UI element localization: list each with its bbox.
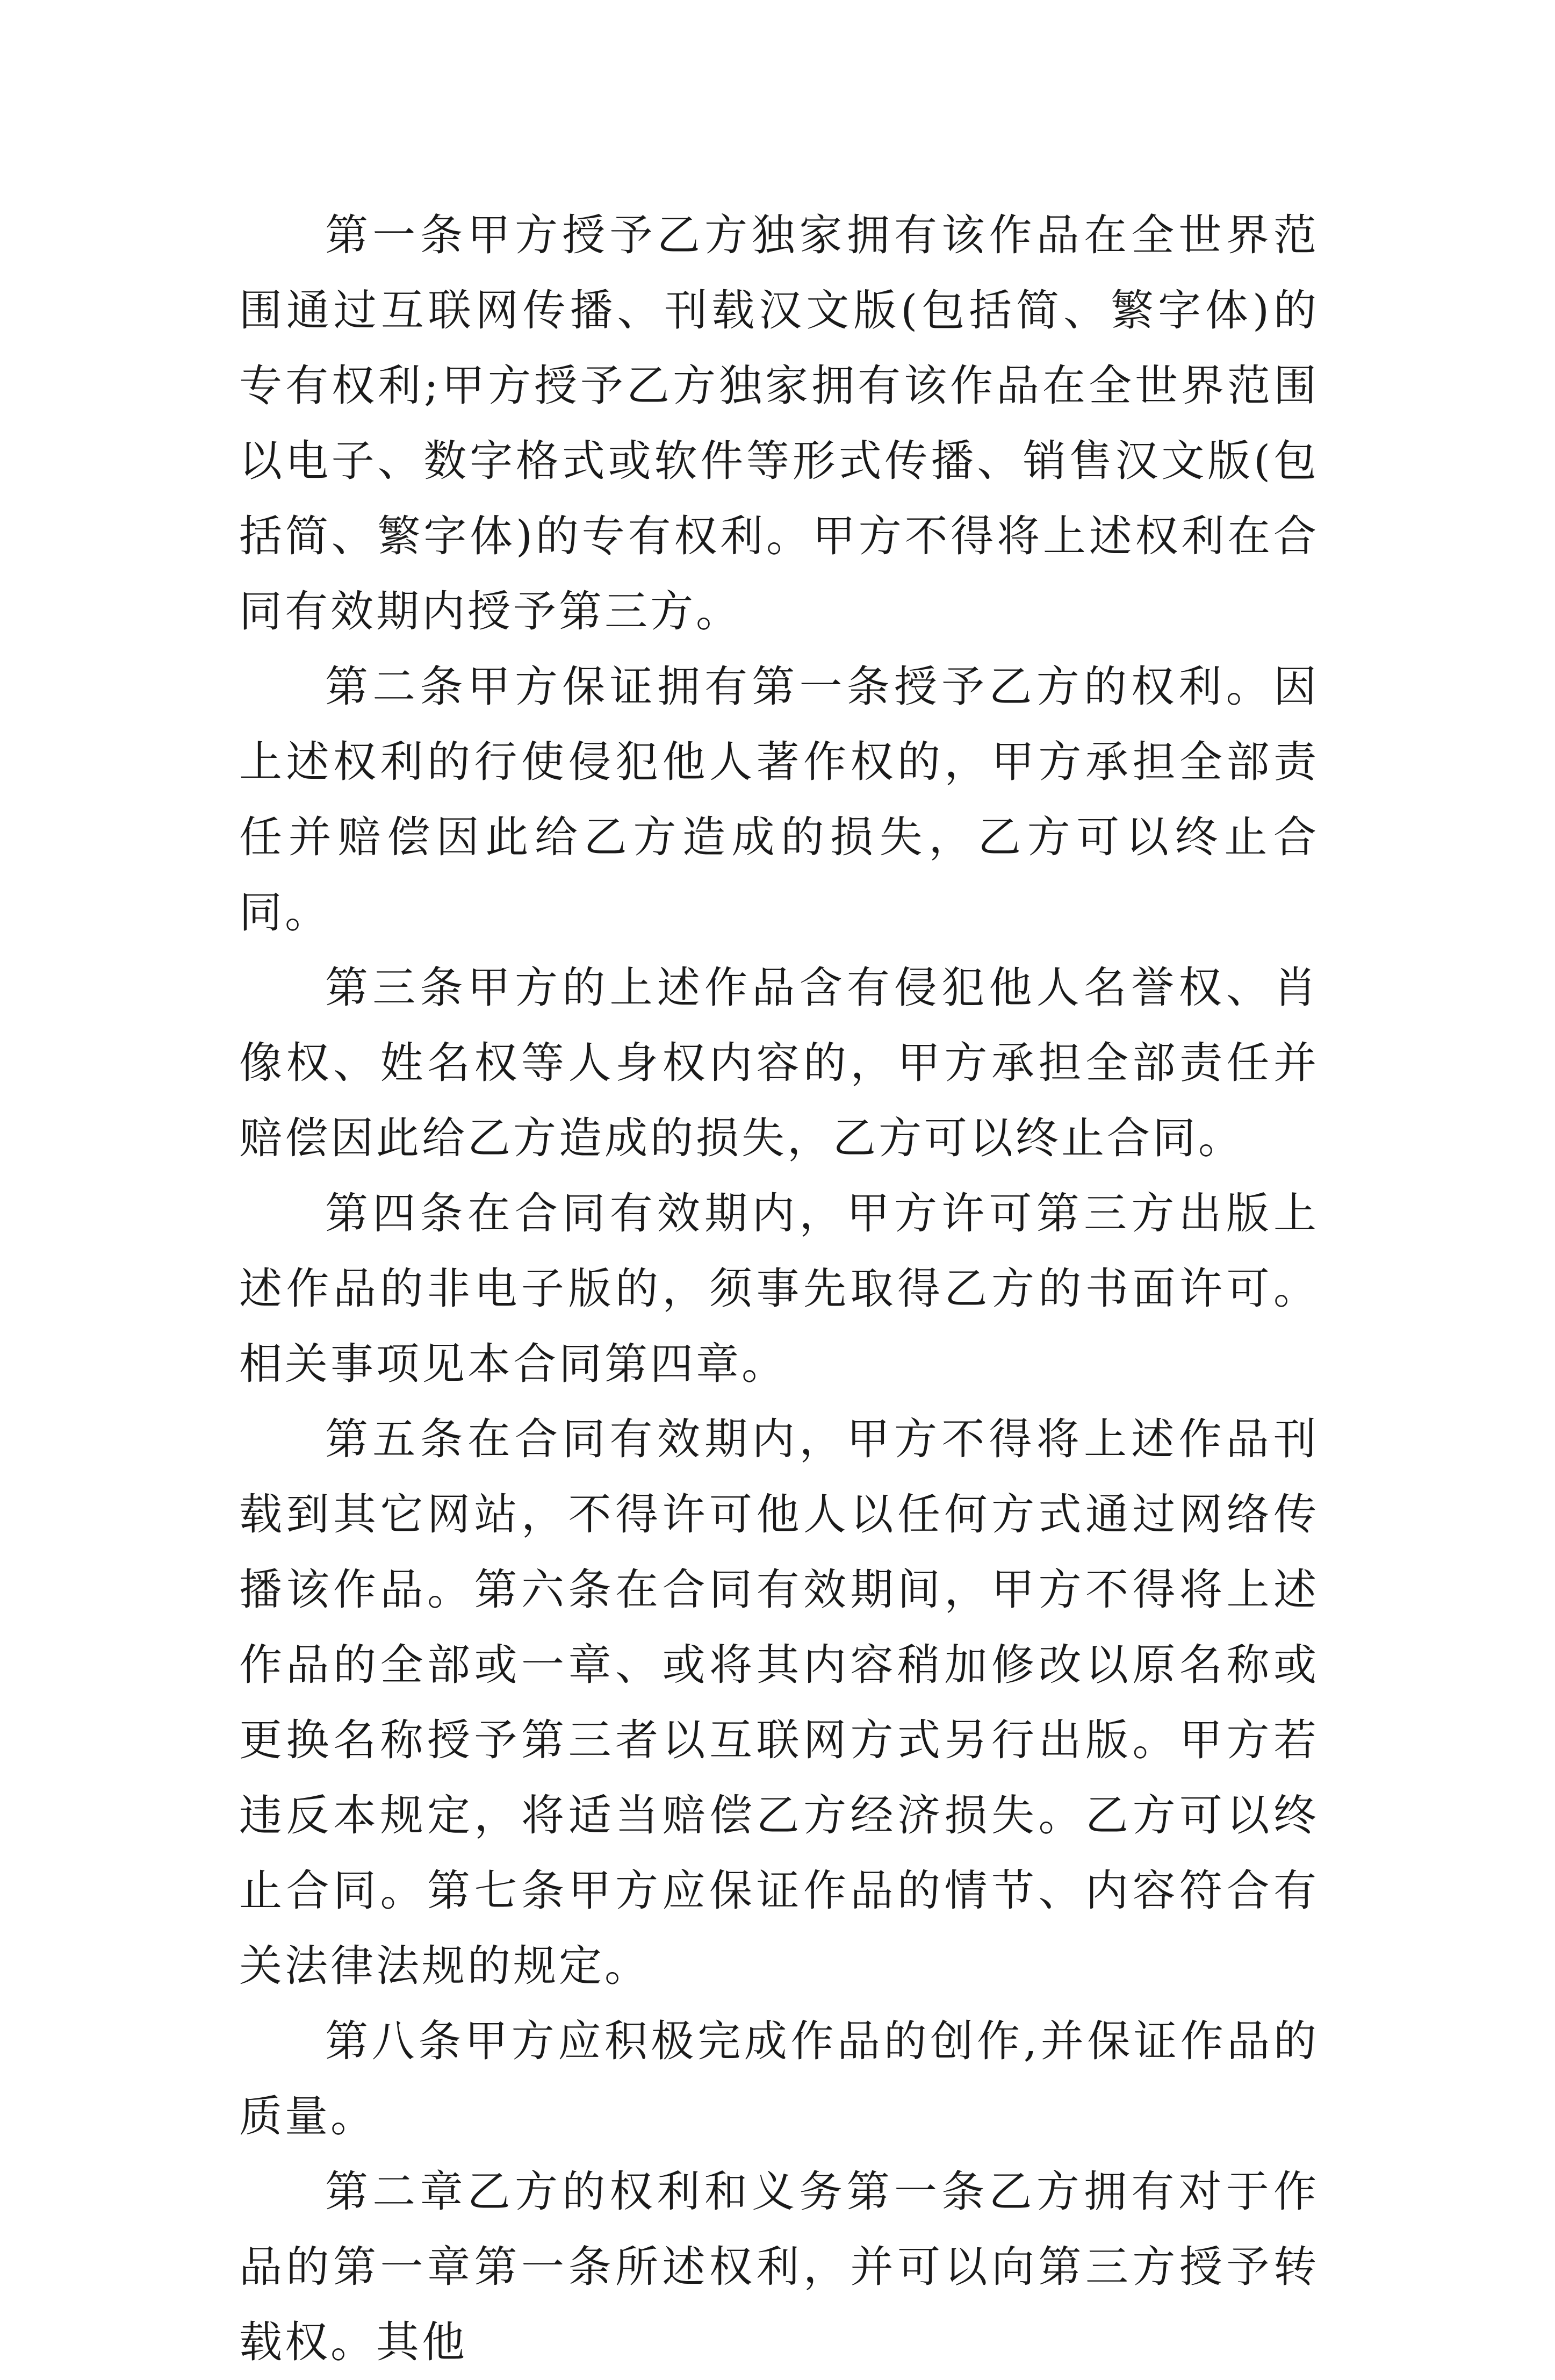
document-body (239, 198, 1319, 2380)
paragraph-article-1: 第一条甲方授予乙方独家拥有该作品在全世界范围通过互联网传播、刊载汉文版(包括简、繁字体)的专有权利;甲方授予乙方独家拥有该作品在全世界范围以电子、数字格式或软件等形式传播、销售汉文版(包括简、繁字体)的专有权利。甲方不得将上述权利在合同有效期内授予第三方。 (239, 210, 1319, 636)
paragraph-article-8: 第八条甲方应积极完成作品的创作,并保证作品的质量。 (239, 2016, 1319, 2141)
paragraph-articles-5-7: 第五条在合同有效期内，甲方不得将上述作品刊载到其它网站，不得许可他人以任何方式通过网络传播该作品。第六条在合同有效期间，甲方不得将上述作品的全部或一章、或将其内容稍加修改以原名称或更换名称授予第三者以互联网方式另行出版。甲方若违反本规定，将适当赔偿乙方经济损失。乙方可以终止合同。第七条甲方应保证作品的情节、内容符合有关法律法规的规定。 (239, 1414, 1319, 1991)
paragraph-article-2: 第二条甲方保证拥有第一条授予乙方的权利。因上述权利的行使侵犯他人著作权的，甲方承担全部责任并赔偿因此给乙方造成的损失，乙方可以终止合同。 (239, 662, 1319, 937)
paragraph-chapter-2: 第二章乙方的权利和义务第一条乙方拥有对于作品的第一章第一条所述权利，并可以向第三方授予转载权。其他 (239, 2167, 1319, 2367)
paragraph-article-4: 第四条在合同有效期内，甲方许可第三方出版上述作品的非电子版的，须事先取得乙方的书面许可。相关事项见本合同第四章。 (239, 1188, 1319, 1389)
paragraph-article-3: 第三条甲方的上述作品含有侵犯他人名誉权、肖像权、姓名权等人身权内容的，甲方承担全部责任并赔偿因此给乙方造成的损失，乙方可以终止合同。 (239, 963, 1319, 1163)
